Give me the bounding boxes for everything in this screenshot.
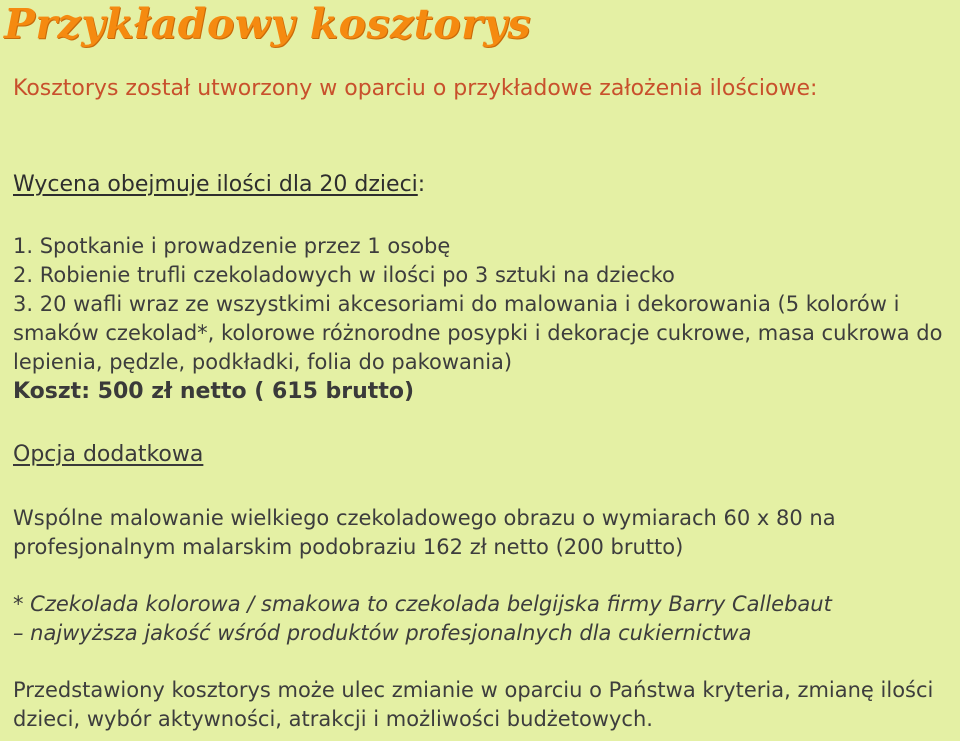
footnote-line-1: * Czekolada kolorowa / smakowa to czekolada belgijska firmy Barry Callebaut	[13, 592, 832, 616]
intro-text: Kosztorys został utworzony w oparciu o przykładowe założenia ilościowe:	[13, 76, 818, 101]
list-item: 3. 20 wafli wraz ze wszystkimi akcesoriami do malowania i dekorowania (5 kolorów i smaków czekolad*, kolorowe różnorodne posypki i dekoracje cukrowe, masa cukrowa do lepienia, pędzle, podkładki, folia do pakowania)	[13, 292, 943, 374]
scope-heading-label: Wycena obejmuje ilości dla 20 dzieci	[13, 172, 418, 197]
page-title: Przykładowy kosztorys	[4, 0, 532, 48]
option-description: Wspólne malowanie wielkiego czekoladowego obrazu o wymiarach 60 x 80 na profesjonalnym malarskim podobraziu 162 zł netto (200 brutto)	[13, 506, 836, 559]
footnote-line-2: – najwyższa jakość wśród produktów profesjonalnych dla cukiernictwa	[13, 621, 752, 645]
scope-heading	[13, 170, 954, 199]
scope-list	[13, 232, 954, 377]
list-item: 1. Spotkanie i prowadzenie przez 1 osobę	[13, 234, 451, 258]
disclaimer-text: Przedstawiony kosztorys może ulec zmianie w oparciu o Państwa kryteria, zmianę ilości dzieci, wybór aktywności, atrakcji i możliwości budżetowych.	[13, 678, 934, 731]
scope-heading-suffix: :	[417, 172, 426, 197]
footnote	[13, 590, 954, 648]
list-item: 2. Robienie trufli czekoladowych w ilości po 3 sztuki na dziecko	[13, 263, 675, 287]
option-heading	[13, 440, 954, 469]
cost-line: Koszt: 500 zł netto ( 615 brutto)	[13, 379, 415, 404]
option-heading-label: Opcja dodatkowa	[13, 442, 204, 467]
